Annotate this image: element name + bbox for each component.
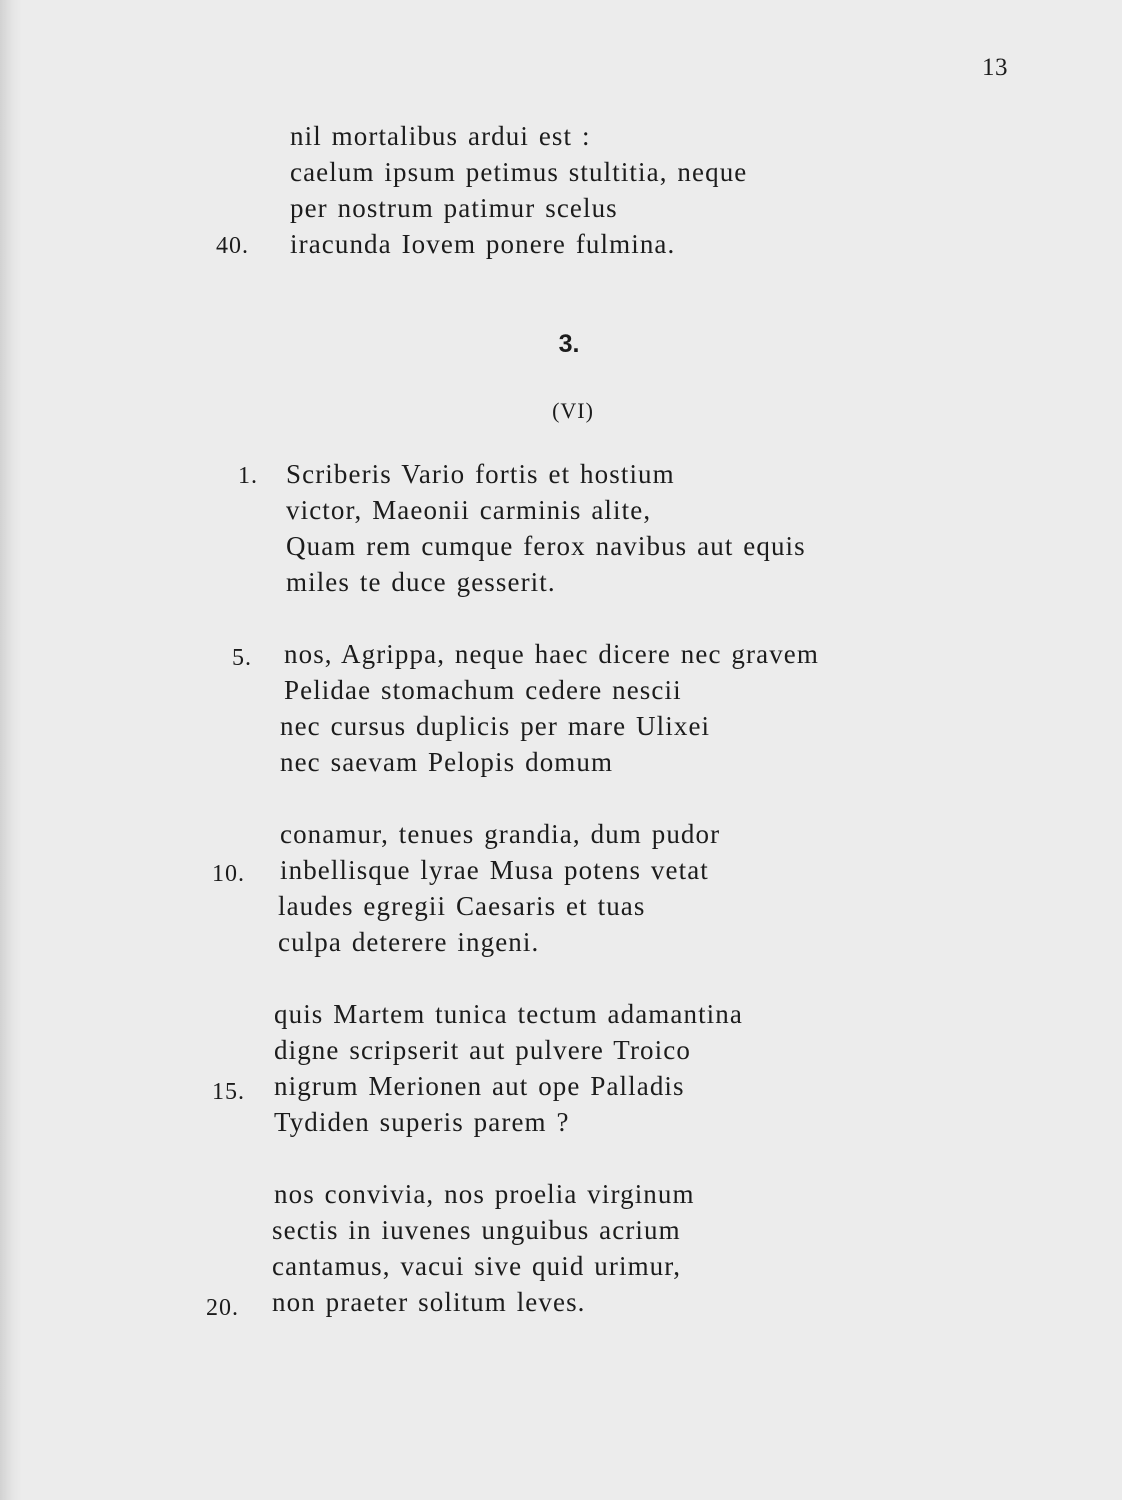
verse-line: non praeter solitum leves.: [272, 1287, 586, 1317]
verse-line: laudes egregii Caesaris et tuas: [278, 891, 646, 921]
line-number: 15.: [212, 1079, 245, 1105]
line-number: 5.: [232, 645, 252, 671]
verse-line: quis Martem tunica tectum adamantina: [274, 999, 743, 1029]
verse-line: nos, Agrippa, neque haec dicere nec gravem: [284, 639, 819, 669]
page-number: 13: [982, 54, 1008, 81]
verse-line: per nostrum patimur scelus: [290, 193, 618, 223]
verse-line: victor, Maeonii carminis alite,: [286, 495, 652, 525]
line-number: 20.: [206, 1295, 239, 1321]
poem-heading: 3.: [558, 330, 580, 358]
verse-line: cantamus, vacui sive quid urimur,: [272, 1251, 682, 1281]
verse-line: miles te duce gesserit.: [286, 567, 556, 597]
verse-line: Pelidae stomachum cedere nescii: [284, 675, 682, 705]
verse-line: sectis in iuvenes unguibus acrium: [272, 1215, 681, 1245]
verse-line: Tydiden superis parem ?: [274, 1107, 570, 1137]
verse-line: digne scripserit aut pulvere Troico: [274, 1035, 691, 1065]
verse-line: inbellisque lyrae Musa potens vetat: [280, 855, 709, 885]
verse-line: nil mortalibus ardui est :: [290, 121, 591, 151]
line-number: 1.: [238, 463, 258, 489]
line-number: 40.: [216, 233, 249, 259]
verse-line: nigrum Merionen aut ope Palladis: [274, 1071, 685, 1101]
verse-line: caelum ipsum petimus stultitia, neque: [290, 157, 748, 187]
page-edge-shadow: [0, 0, 22, 1500]
verse-line: nos convivia, nos proelia virginum: [274, 1179, 695, 1209]
verse-line: Scriberis Vario fortis et hostium: [286, 459, 675, 489]
verse-line: nec saevam Pelopis domum: [280, 747, 614, 777]
verse-line: conamur, tenues grandia, dum pudor: [280, 819, 721, 849]
verse-line: Quam rem cumque ferox navibus aut equis: [286, 531, 806, 561]
verse-line: nec cursus duplicis per mare Ulixei: [280, 711, 711, 741]
verse-line: culpa deterere ingeni.: [278, 927, 540, 957]
verse-line: iracunda Iovem ponere fulmina.: [290, 229, 676, 259]
line-number: 10.: [212, 861, 245, 887]
poem-subheading: (VI): [552, 398, 594, 423]
